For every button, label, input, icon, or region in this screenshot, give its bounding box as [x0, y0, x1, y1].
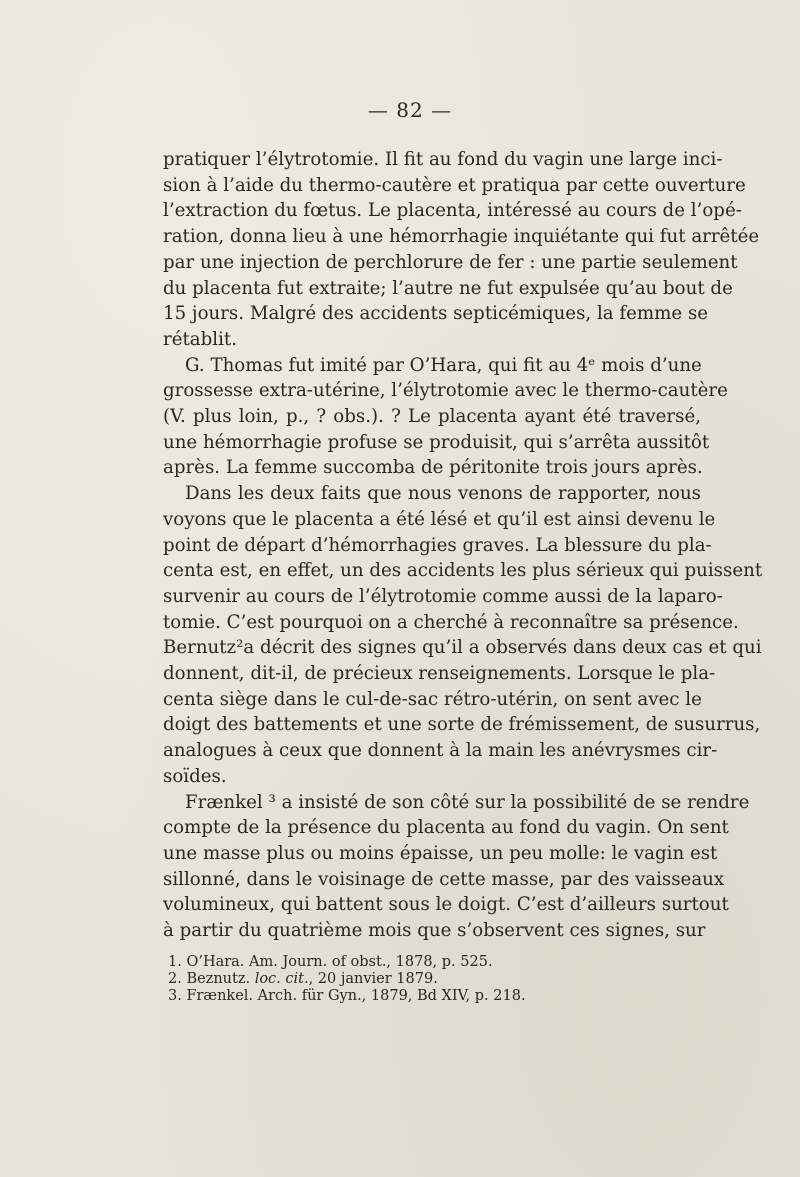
text-line: pratiquer l’élytrotomie. Il fit au fond du vagin une large inci- — [163, 149, 723, 170]
footnotes — [168, 954, 668, 1005]
text-line: (V. plus loin, p., ? obs.). ? Le placenta ayant été traversé, — [163, 406, 701, 428]
text-line: après. La femme succomba de péritonite trois jours après. — [163, 457, 703, 479]
text-line: analogues à ceux que donnent à la main les anévrysmes cir- — [163, 740, 718, 762]
text-line: Frænkel ³ a insisté de son côté sur la possibilité de se rendre — [185, 791, 750, 813]
text-line: tomie. C’est pourquoi on a cherché à reconnaître sa présence. — [163, 611, 739, 633]
text-line: l’extraction du fœtus. Le placenta, intéressé au cours de l’opé- — [163, 200, 742, 222]
text-line: une masse plus ou moins épaisse, un peu molle: le vagin est — [163, 842, 718, 864]
text-line: par une injection de perchlorure de fer : une partie seulement — [163, 251, 738, 273]
footnote-2-author: 2. Beznutz. — [168, 971, 255, 987]
footnote-2-loc-cit: loc. cit. — [254, 971, 309, 987]
text-line: 15 jours. Malgré des accidents septicémiques, la femme se — [163, 303, 709, 325]
text-line: rétablit. — [163, 328, 237, 350]
footnote-2 — [168, 971, 668, 988]
paragraph-4 — [163, 790, 750, 944]
text-line: doigt des battements et une sorte de frémissement, de susurrus, — [163, 714, 761, 736]
paragraph-2 — [163, 353, 728, 482]
text-line: G. Thomas fut imité par O’Hara, qui fit au 4ᵉ mois d’une — [185, 354, 702, 376]
text-line: survenir au cours de l’élytrotomie comme aussi de la laparo- — [163, 585, 723, 607]
text-line: Dans les deux faits que nous venons de rapporter, nous — [185, 483, 701, 505]
text-line: ration, donna lieu à une hémorrhagie inquiétante qui fut arrêtée — [163, 226, 760, 248]
text-line: Bernutz²a décrit des signes qu’il a observés dans deux cas et qui — [163, 637, 762, 659]
text-line: donnent, dit-il, de précieux renseignements. Lorsque le pla- — [163, 663, 716, 685]
footnote-3: 3. Frænkel. Arch. für Gyn., 1879, Bd XIV, p. 218. — [168, 988, 526, 1004]
text-line: volumineux, qui battent sous le doigt. C’est d’ailleurs surtout — [163, 894, 729, 916]
text-line: une hémorrhagie profuse se produisit, qui s’arrêta aussitôt — [163, 431, 710, 453]
page-number: — 82 — — [367, 98, 453, 122]
body-text — [163, 147, 763, 944]
text-line: voyons que le placenta a été lésé et qu’il est ainsi devenu le — [163, 508, 716, 530]
text-line: sillonné, dans le voisinage de cette masse, par des vaisseaux — [163, 868, 725, 890]
footnote-2-date: , 20 janvier 1879. — [308, 971, 438, 987]
text-line: soïdes. — [163, 765, 227, 787]
text-line: centa est, en effet, un des accidents les plus sérieux qui puissent — [163, 560, 763, 582]
text-line: point de départ d’hémorrhagies graves. La blessure du pla- — [163, 534, 712, 556]
text-line: à partir du quatrième mois que s’observent ces signes, sur — [163, 920, 706, 942]
text-line: du placenta fut extraite; l’autre ne fut expulsée qu’au bout de — [163, 277, 733, 299]
text-line: sion à l’aide du thermo-cautère et pratiqua par cette ouverture — [163, 174, 746, 196]
footnote-1: 1. O’Hara. Am. Journ. of obst., 1878, p. 525. — [168, 954, 493, 970]
paragraph-3 — [163, 481, 763, 789]
paragraph-1 — [163, 147, 760, 353]
text-line: grossesse extra-utérine, l’élytrotomie avec le thermo-cautère — [163, 380, 728, 402]
text-line: centa siège dans le cul-de-sac rétro-utérin, on sent avec le — [163, 688, 702, 710]
text-line: compte de la présence du placenta au fond du vagin. On sent — [163, 817, 729, 839]
